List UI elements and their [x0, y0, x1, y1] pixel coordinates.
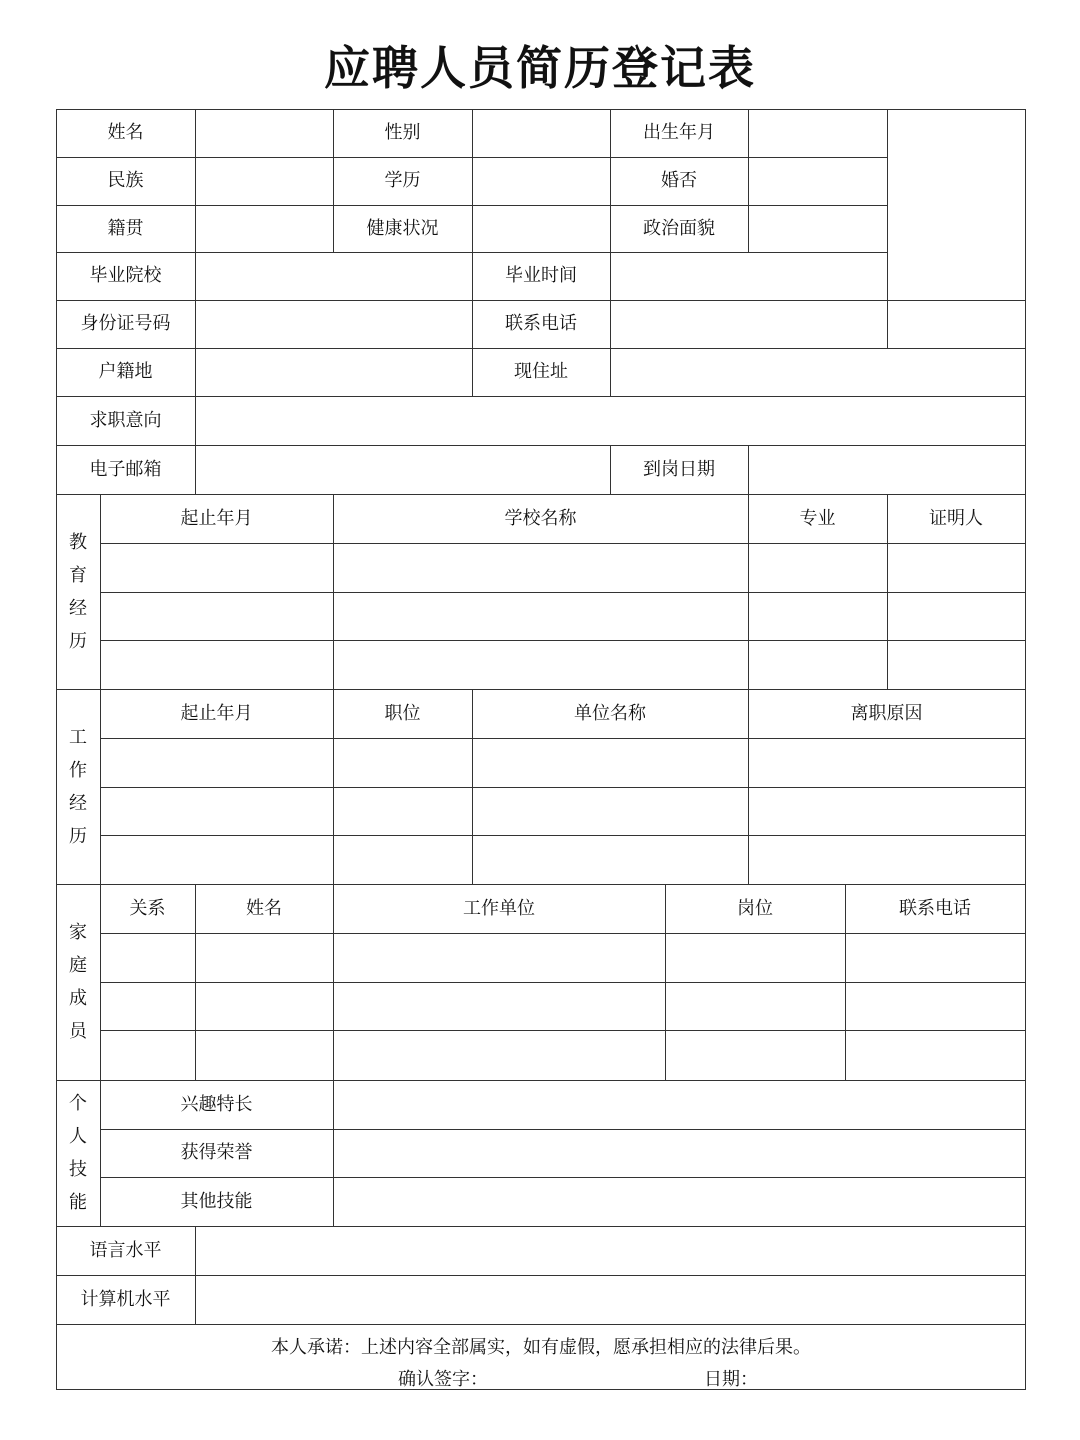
work-row[interactable]	[101, 836, 1025, 884]
date-field[interactable]	[756, 1361, 956, 1387]
work-row[interactable]	[101, 788, 1025, 835]
input-honors[interactable]	[334, 1129, 1025, 1177]
label-grad-time: 毕业时间	[505, 265, 577, 286]
work-header-period: 起止年月	[180, 702, 253, 724]
edu-header-school: 学校名称	[504, 507, 577, 529]
input-marital[interactable]	[749, 157, 887, 205]
label-gender: 性别	[384, 122, 421, 143]
family-header-post: 岗位	[737, 897, 773, 919]
family-row[interactable]	[101, 1031, 1025, 1080]
input-political[interactable]	[749, 205, 887, 252]
family-header-relation: 关系	[129, 897, 166, 919]
family-row[interactable]	[101, 983, 1025, 1030]
pledge-statement: 本人承诺：上述内容全部属实，如有虚假，愿承担相应的法律后果。	[271, 1337, 811, 1358]
label-hobbies: 兴趣特长	[180, 1093, 253, 1115]
family-header-phone: 联系电话	[899, 897, 971, 919]
label-marital: 婚否	[661, 170, 697, 191]
label-ethnicity: 民族	[107, 170, 144, 191]
input-computer[interactable]	[196, 1275, 1025, 1324]
edu-header-period: 起止年月	[180, 507, 253, 529]
input-birth[interactable]	[749, 109, 887, 157]
family-header-name: 姓名	[246, 897, 282, 919]
edu-row[interactable]	[101, 544, 1025, 592]
input-other-skills[interactable]	[334, 1177, 1025, 1226]
label-email: 电子邮箱	[89, 458, 162, 480]
label-education: 学历	[384, 170, 421, 191]
work-row[interactable]	[101, 739, 1025, 787]
label-language: 语言水平	[89, 1239, 162, 1261]
input-grad-time[interactable]	[611, 252, 887, 300]
input-hometown[interactable]	[196, 205, 333, 252]
label-name: 姓名	[107, 122, 144, 143]
registration-form-table	[56, 109, 1026, 1390]
label-political: 政治面貌	[643, 217, 715, 239]
input-start-date[interactable]	[749, 445, 1025, 494]
work-header-company: 单位名称	[574, 702, 646, 724]
photo-box[interactable]	[888, 109, 1025, 300]
label-hometown: 籍贯	[107, 217, 144, 239]
family-header-employer: 工作单位	[463, 897, 535, 919]
edu-header-witness: 证明人	[929, 507, 983, 529]
input-gender[interactable]	[473, 109, 610, 157]
label-computer: 计算机水平	[80, 1288, 171, 1310]
input-health[interactable]	[473, 205, 610, 252]
input-ethnicity[interactable]	[196, 157, 333, 205]
label-birth: 出生年月	[643, 122, 715, 143]
family-row[interactable]	[101, 934, 1025, 982]
input-address[interactable]	[611, 348, 1025, 396]
input-intention[interactable]	[196, 396, 1025, 445]
label-id-number: 身份证号码	[80, 313, 171, 334]
signature-field[interactable]	[496, 1361, 696, 1387]
label-other-skills: 其他技能	[180, 1190, 253, 1212]
skills-section-label: 个 人 技 能	[69, 1093, 87, 1213]
edu-row[interactable]	[101, 641, 1025, 689]
label-intention: 求职意向	[89, 409, 162, 431]
label-school: 毕业院校	[89, 265, 162, 286]
edu-header-major: 专业	[799, 507, 836, 529]
input-language[interactable]	[196, 1226, 1025, 1275]
work-header-position: 职位	[384, 702, 421, 724]
date-label: 日期：	[704, 1369, 758, 1390]
label-honors: 获得荣誉	[180, 1142, 253, 1163]
label-household: 户籍地	[98, 361, 153, 382]
input-phone[interactable]	[611, 300, 887, 348]
signature-label: 确认签字：	[398, 1369, 488, 1390]
label-address: 现住址	[514, 361, 568, 382]
edu-row[interactable]	[101, 593, 1025, 640]
family-section-label: 家 庭 成 员	[69, 922, 87, 1042]
input-household[interactable]	[196, 348, 472, 396]
label-start-date: 到岗日期	[643, 458, 715, 480]
work-header-reason: 离职原因	[850, 702, 923, 724]
input-name[interactable]	[196, 109, 333, 157]
page-title: 应聘人员简历登记表	[324, 41, 756, 95]
input-id-number[interactable]	[196, 300, 472, 348]
work-section-label: 工 作 经 历	[69, 726, 87, 847]
input-hobbies[interactable]	[334, 1080, 1025, 1129]
label-health: 健康状况	[366, 217, 439, 239]
education-section-label: 教 育 经 历	[69, 531, 87, 652]
input-education[interactable]	[473, 157, 610, 205]
label-phone: 联系电话	[505, 313, 577, 334]
input-email[interactable]	[196, 445, 610, 494]
input-school[interactable]	[196, 252, 472, 300]
